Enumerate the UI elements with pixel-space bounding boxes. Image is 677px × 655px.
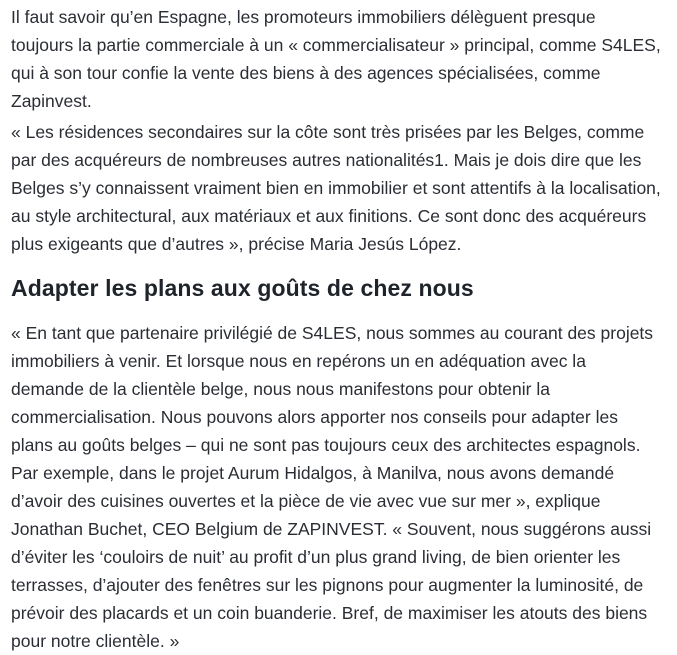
paragraph-quote-jonathan: « En tant que partenaire privilégié de S4LES, nous sommes au courant des projets immobiliers à venir. Et lorsque nous en repérons un en adéquation avec la demande de la clientèle belge, nous nous manifestons pour obtenir la commercialisation. Nous pouvons alors apporter nos conseils pour adapter les plans au goûts belges – qui ne sont pas toujours ceux des architectes espagnols. Par exemple, dans le projet Aurum Hidalgos, à Manilva, nous avons demandé d’avoir des cuisines ouvertes et la pièce de vie avec vue sur mer », explique Jonathan Buchet, CEO Belgium de ZAPINVEST. « Souvent, nous suggérons aussi d’éviter les ‘couloirs de nuit’ au profit d’un plus grand living, de bien orienter les terrasses, d’ajouter des fenêtres sur les pignons pour augmenter la luminosité, de prévoir des placards et un coin buanderie. Bref, de maximiser les atouts des biens pour notre clientèle. » (11, 323, 654, 651)
section-heading: Adapter les plans aux goûts de chez nous (11, 275, 474, 301)
paragraph-quote-maria: « Les résidences secondaires sur la côte sont très prisées par les Belges, comme par des acquéreurs de nombreuses autres nationalités1. Mais je dois dire que les Belges s’y connaissent vraiment bien en immobilier et sont attentifs à la localisation, au style architectural, aux matériaux et aux finitions. Ce sont donc des acquéreurs plus exigeants que d’autres », précise Maria Jesús López. (11, 122, 661, 254)
paragraph-intro: Il faut savoir qu’en Espagne, les promoteurs immobiliers délèguent presque toujours la partie commerciale à un « commercialisateur » principal, comme S4LES, qui à son tour confie la vente des biens à des agences spécialisées, comme Zapinvest. (11, 7, 661, 111)
